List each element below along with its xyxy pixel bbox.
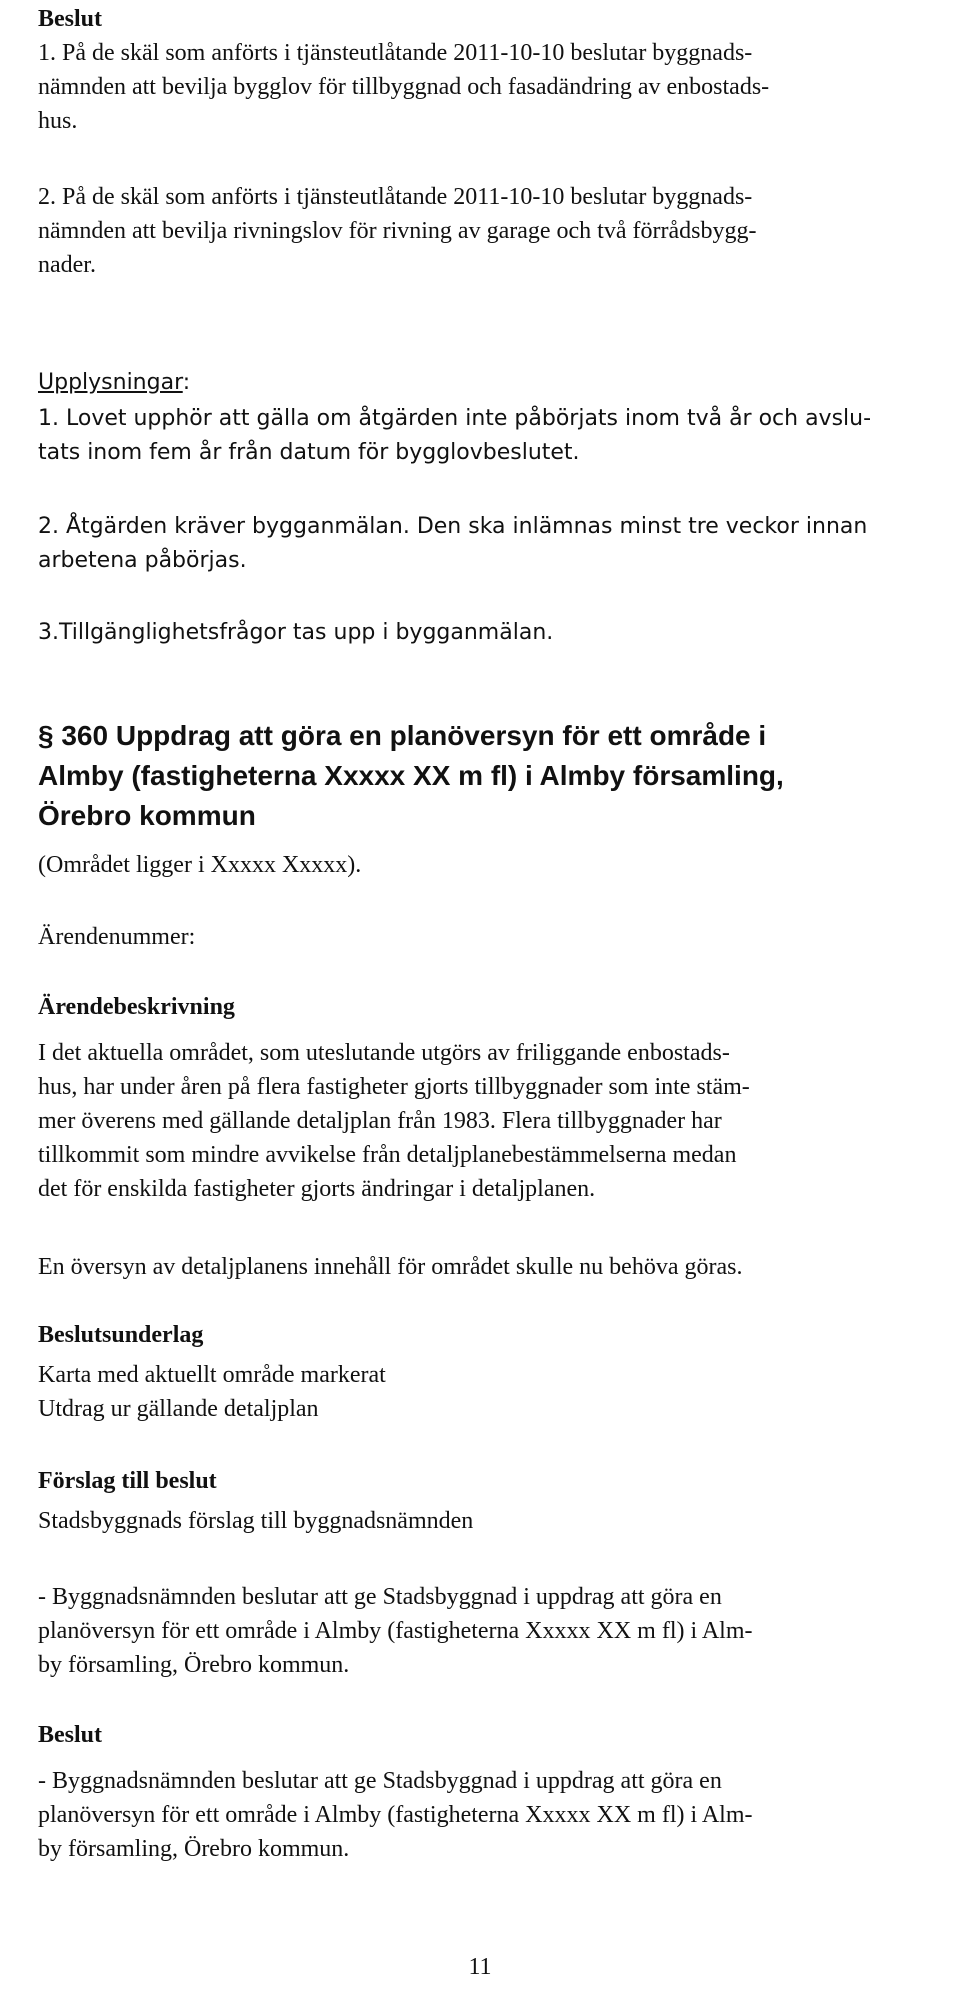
beslut-heading-2: Beslut (38, 1722, 103, 1748)
forslag-text: - Byggnadsnämnden beslutar att ge Stadsbyggnad i uppdrag att göra en planöversyn för ett område i Almby (fastigheterna Xxxxx XX m fl) i Alm- by församling, Örebro kommun. (38, 1584, 753, 1678)
forslag-heading: Förslag till beslut (38, 1468, 217, 1494)
upplysningar-item-2: 2. Åtgärden kräver bygganmälan. Den ska inlämnas minst tre veckor innan arbetena påbörjas. (38, 514, 868, 573)
beslut-text: - Byggnadsnämnden beslutar att ge Stadsbyggnad i uppdrag att göra en planöversyn för ett område i Almby (fastigheterna Xxxxx XX m fl) i Alm- by församling, Örebro kommun. (38, 1768, 753, 1862)
upplysningar-item-1: 1. Lovet upphör att gälla om åtgärden inte påbörjats inom två år och avslu- tats inom fem år från datum för bygglovbeslutet. (38, 406, 872, 465)
beslut-heading: Beslut (38, 6, 103, 32)
arendebeskrivning-paragraph-2: En översyn av detaljplanens innehåll för området skulle nu behöva göras. (38, 1254, 743, 1280)
arendebeskrivning-paragraph-1: I det aktuella området, som uteslutande utgörs av friliggande enbostads- hus, har under åren på flera fastigheter gjorts tillbyggnader som inte stäm- mer överens med gällande detaljplan från 1983. Flera tillbyggnader har tillkommit som mindre avvikelse från detaljplanebestämmelserna medan det för enskilda fastigheter gjorts ändringar i detaljplanen. (38, 1040, 750, 1202)
section-360-title: § 360 Uppdrag att göra en planöversyn för ett område i Almby (fastigheterna Xxxxx XX m fl) i Almby församling, Örebro kommun (38, 720, 784, 831)
upplysningar-item-3: 3.Tillgänglighetsfrågor tas upp i bygganmälan. (38, 620, 554, 645)
beslut-item-2: 2. På de skäl som anförts i tjänsteutlåtande 2011-10-10 beslutar byggnads- nämnden att bevilja rivningslov för rivning av garage och två förrådsbygg- nader. (38, 184, 757, 278)
beslut-item-1: 1. På de skäl som anförts i tjänsteutlåtande 2011-10-10 beslutar byggnads- nämnden att bevilja bygglov för tillbyggnad och fasadändring av enbostads- hus. (38, 40, 770, 134)
page-number: 11 (468, 1954, 492, 1980)
upplysningar-heading: Upplysningar: (38, 370, 191, 395)
arendenummer-label: Ärendenummer: (38, 924, 196, 950)
arendebeskrivning-heading: Ärendebeskrivning (38, 994, 235, 1020)
list-item: Karta med aktuellt område markerat (38, 1362, 386, 1388)
forslag-intro: Stadsbyggnads förslag till byggnadsnämnden (38, 1508, 474, 1534)
section-360-subtitle: (Området ligger i Xxxxx Xxxxx). (38, 852, 362, 878)
beslutsunderlag-list (38, 1358, 918, 1426)
beslutsunderlag-heading: Beslutsunderlag (38, 1322, 204, 1348)
list-item: Utdrag ur gällande detaljplan (38, 1396, 319, 1422)
